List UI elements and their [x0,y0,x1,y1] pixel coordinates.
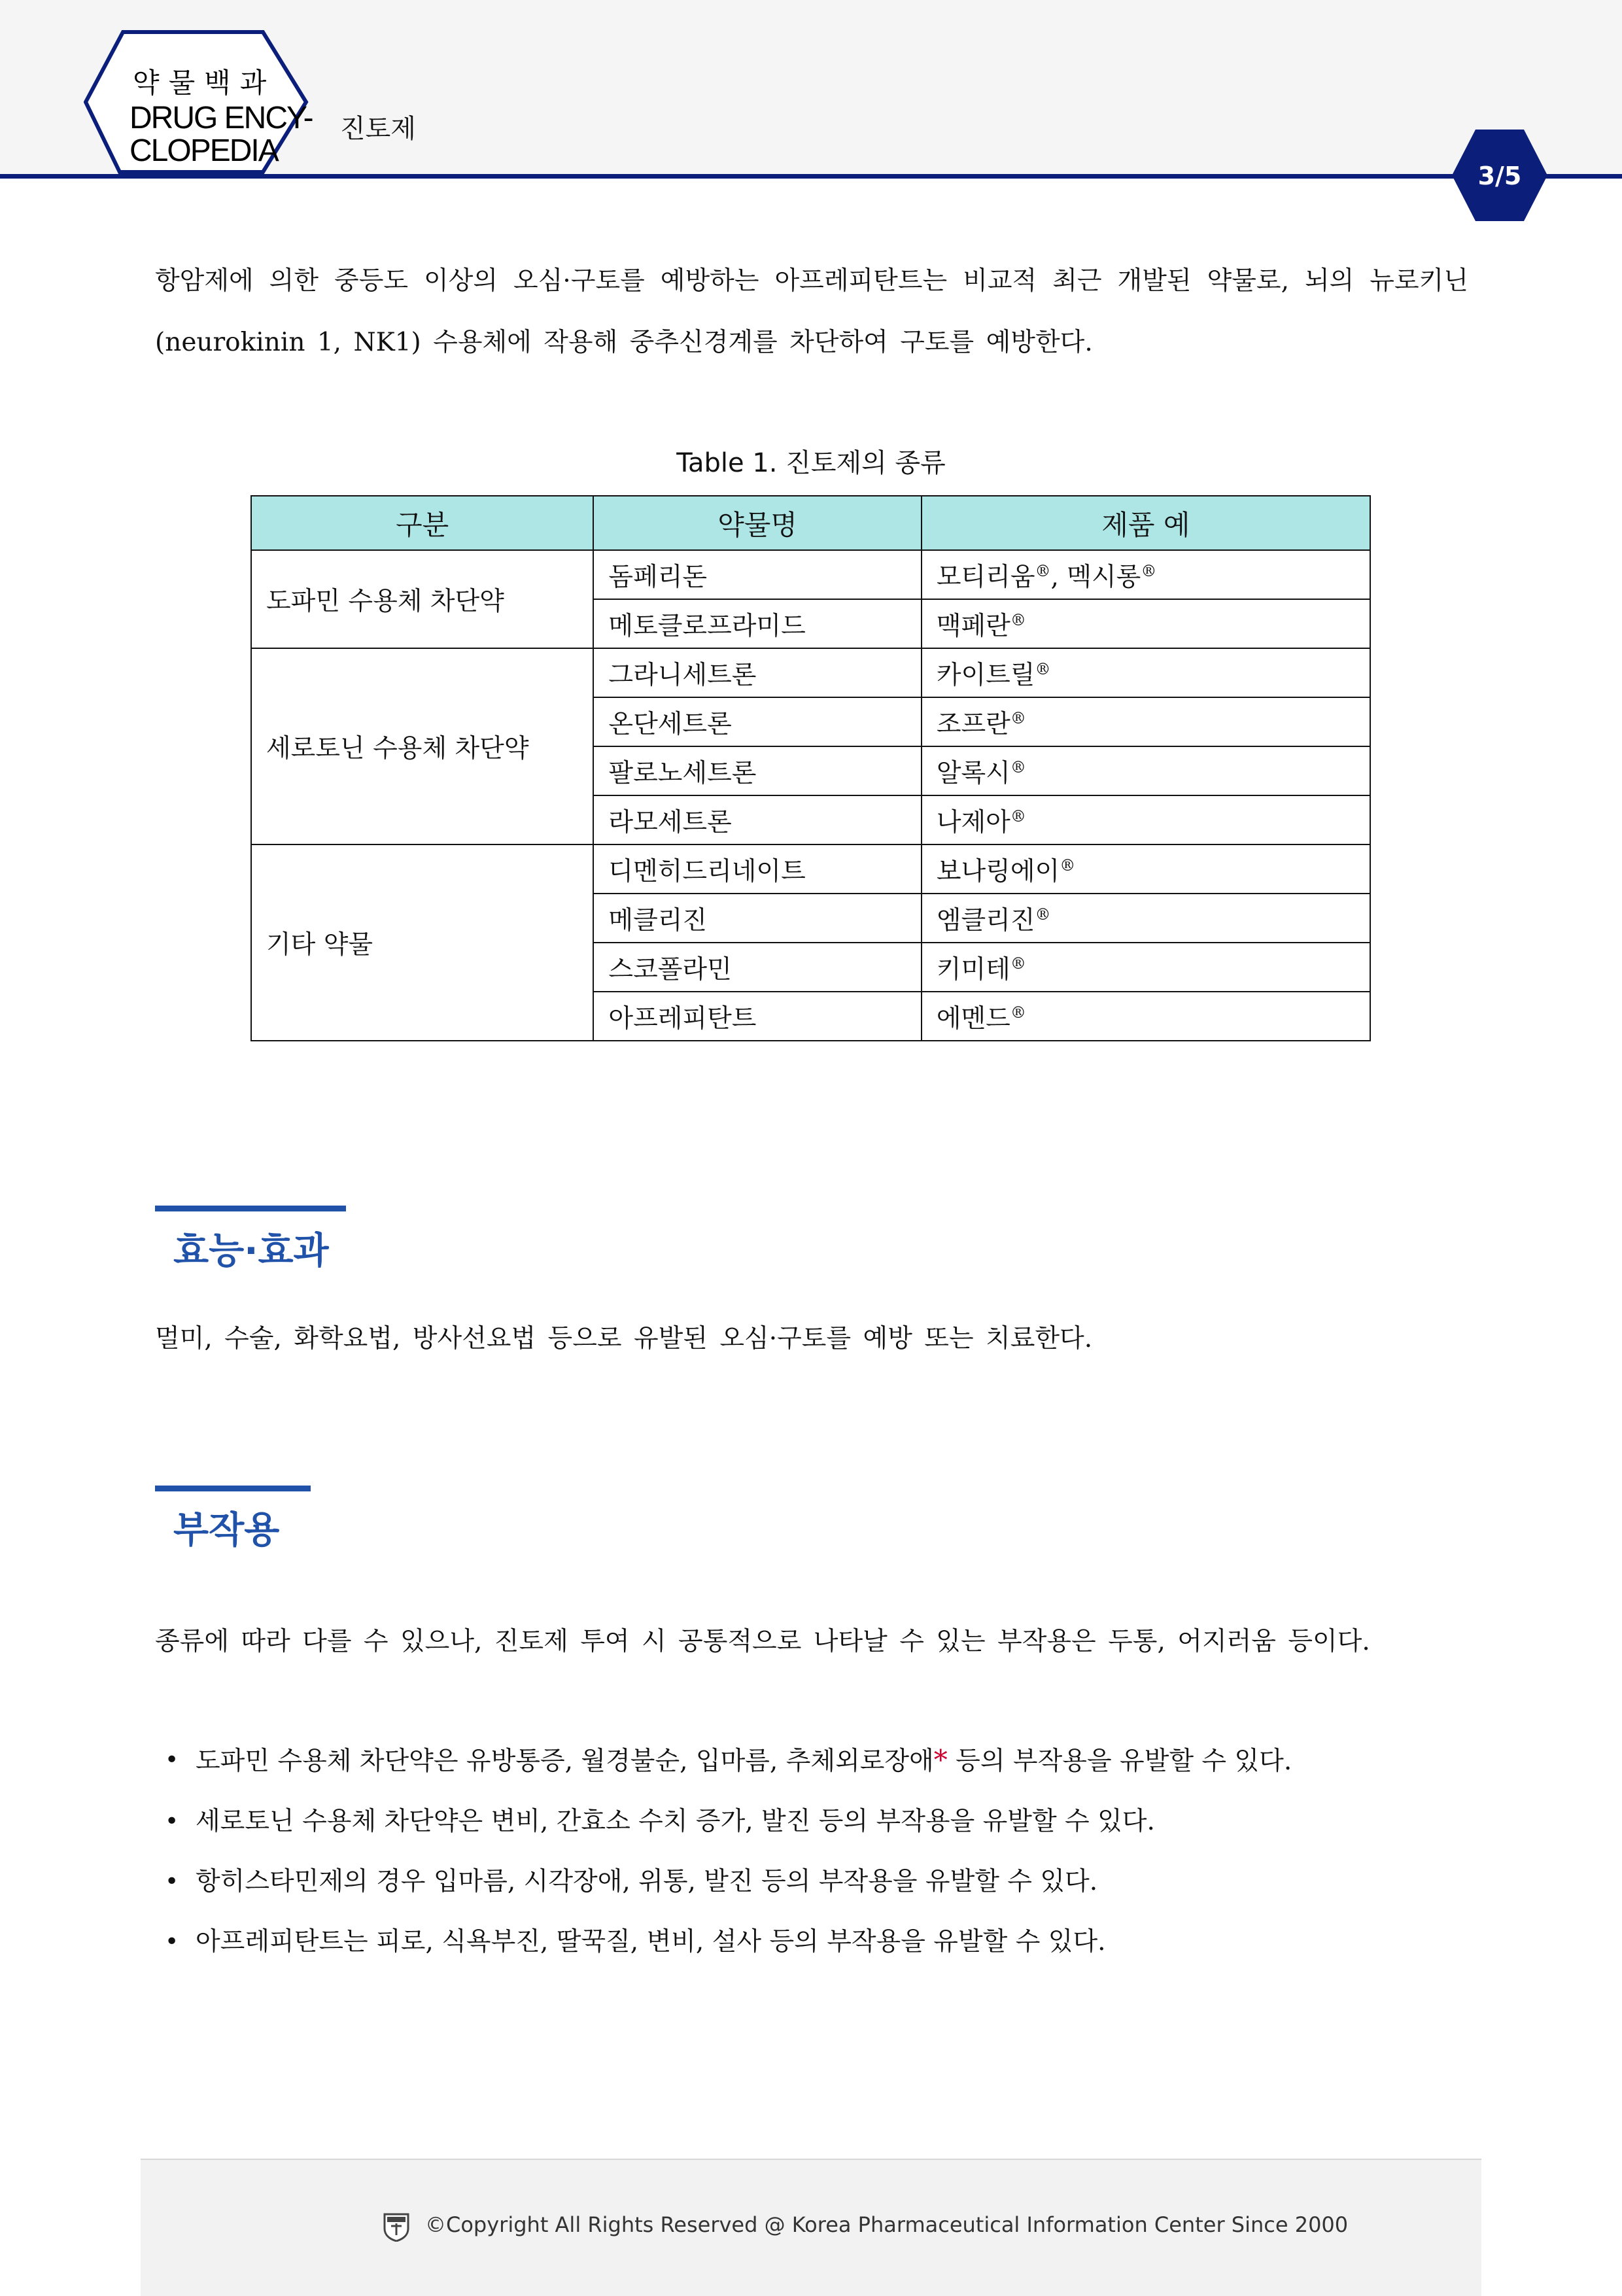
drug-cell: 메클리진 [593,894,921,943]
drug-cell: 라모세트론 [593,795,921,844]
product-cell [922,844,1370,894]
registered-mark: ® [1035,561,1051,580]
product-name: 나제아 [936,807,1010,837]
table-row [251,844,1370,894]
efficacy-paragraph: 멀미, 수술, 화학요법, 방사선요법 등으로 유발된 오심·구토를 예방 또는 치료한다. [155,1324,1093,1353]
intro-paragraph: 항암제에 의한 중등도 이상의 오심·구토를 예방하는 아프레피탄트는 비교적 최근 개발된 약물로, 뇌의 뉴로키닌(neurokinin 1, NK1) 수용체에 작용해 중추신경계를 차단하여 구토를 예방한다. [155,266,1468,357]
registered-mark: ® [1010,954,1026,973]
registered-mark: ® [1010,757,1026,776]
list-item [155,1852,1468,1912]
bullet-icon: • [165,1928,179,1955]
product-name: 카이트릴 [936,660,1035,690]
table-caption: Table 1. 진토제의 종류 [676,448,946,478]
list-item-text: 등의 부작용을 유발할 수 있다. [947,1747,1292,1776]
product-cell [922,992,1370,1041]
product-name: 엠클리진 [936,905,1035,935]
product-cell [922,648,1370,697]
drug-cell: 돔페리돈 [593,550,921,599]
column-header: 제품 예 [922,496,1370,550]
product-cell [922,795,1370,844]
bullet-icon: • [165,1808,179,1835]
product-separator: , [1050,562,1067,592]
product-cell [922,599,1370,648]
kpic-emblem-icon [382,2212,411,2242]
list-item-text: 아프레피탄트는 피로, 식욕부진, 딸꾹질, 변비, 설사 등의 부작용을 유발할 수 있다. [196,1927,1106,1957]
section-accent-bar [155,1486,311,1491]
list-item-text: 세로토닌 수용체 차단약은 변비, 간효소 수치 증가, 발진 등의 부작용을 유발할 수 있다. [196,1807,1155,1836]
table-row [251,550,1370,599]
product-cell [922,943,1370,992]
footnote-asterisk: * [933,1744,948,1776]
product-name: 보나링에이 [936,856,1060,886]
table-row [251,648,1370,697]
drug-encyclopedia-logo [84,30,313,181]
logo-english-line1: DRUG ENCY- [129,101,313,135]
page-indicator-badge [1451,128,1549,222]
registered-mark: ® [1010,610,1026,629]
product-cell [922,894,1370,943]
header-title: 진토제 [340,114,416,144]
efficacy-heading: 효능·효과 [173,1230,329,1272]
product-cell [922,746,1370,795]
category-cell: 기타 약물 [251,844,593,1041]
registered-mark: ® [1010,807,1026,826]
product-name: 키미테 [936,954,1010,984]
product-name: 멕시롱 [1067,562,1141,592]
drug-cell: 팔로노세트론 [593,746,921,795]
antiemetic-table [250,495,1371,1041]
logo-english-line2: CLOPEDIA [129,133,278,168]
product-name: 조프란 [936,709,1010,739]
registered-mark: ® [1141,561,1157,580]
product-name: 에멘드 [936,1003,1010,1034]
list-item-text: 도파민 수용체 차단약은 유방통증, 월경불순, 입마름, 추체외로장애 [196,1747,934,1776]
category-cell: 세로토닌 수용체 차단약 [251,648,593,844]
drug-cell: 스코폴라민 [593,943,921,992]
product-cell [922,697,1370,746]
product-name: 알록시 [936,758,1010,788]
column-header: 약물명 [593,496,921,550]
drug-cell: 메토클로프라미드 [593,599,921,648]
registered-mark: ® [1060,856,1076,875]
product-name: 맥페란 [936,611,1010,641]
bullet-icon: • [165,1868,179,1895]
product-cell [922,550,1370,599]
drug-cell: 디멘히드리네이트 [593,844,921,894]
category-cell: 도파민 수용체 차단약 [251,550,593,648]
drug-cell: 아프레피탄트 [593,992,921,1041]
registered-mark: ® [1010,1003,1026,1022]
section-accent-bar [155,1206,346,1211]
logo-korean-text: 약물백과 [133,67,276,99]
registered-mark: ® [1035,659,1051,678]
registered-mark: ® [1010,708,1026,727]
column-header: 구분 [251,496,593,550]
table-header-row [251,496,1370,550]
footer-copyright: ©Copyright All Rights Reserved @ Korea Pharmaceutical Information Center Since 2000 [425,2212,1349,2237]
page-indicator: 3/5 [1477,162,1522,190]
drug-cell: 그라니세트론 [593,648,921,697]
side-effects-intro: 종류에 따라 다를 수 있으나, 진토제 투여 시 공통적으로 나타날 수 있는 부작용은 두통, 어지러움 등이다. [155,1627,1370,1656]
list-item [155,1912,1468,1972]
list-item [155,1730,1468,1792]
side-effects-list [155,1730,1468,1972]
list-item-text: 항히스타민제의 경우 입마름, 시각장애, 위통, 발진 등의 부작용을 유발할 수 있다. [196,1867,1098,1896]
list-item [155,1792,1468,1852]
side-effects-heading: 부작용 [173,1509,280,1552]
product-name: 모티리움 [936,562,1035,592]
drug-cell: 온단세트론 [593,697,921,746]
bullet-icon: • [165,1747,179,1773]
registered-mark: ® [1035,905,1051,924]
